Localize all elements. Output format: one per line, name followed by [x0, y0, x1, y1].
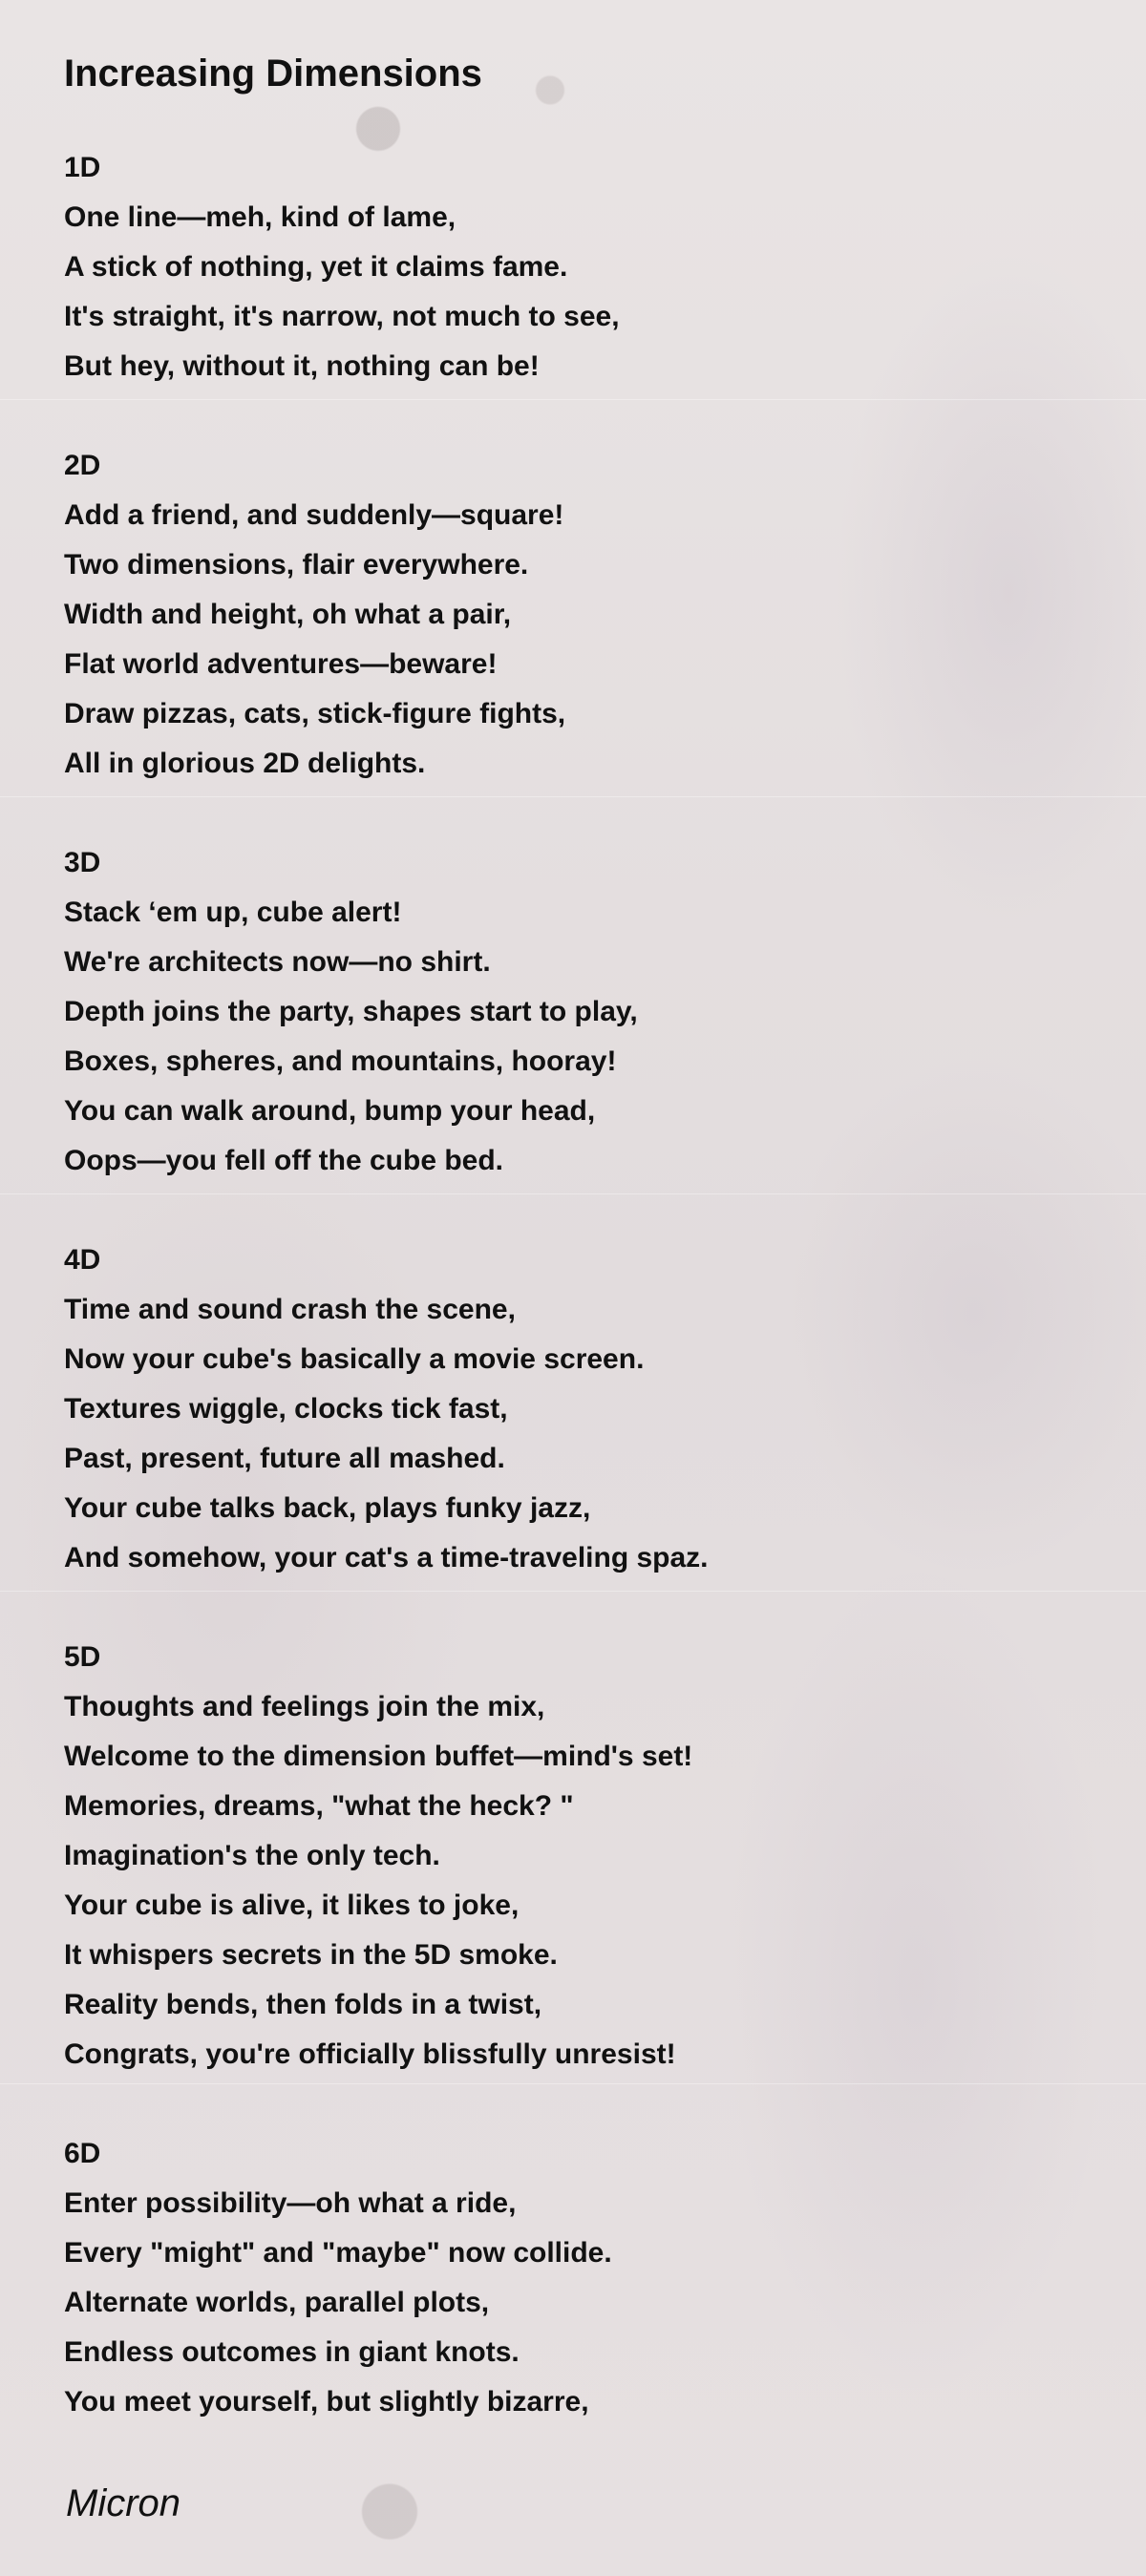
stanza: [64, 1633, 1114, 2080]
poem-line: Congrats, you're officially blissfully unresist!: [64, 2038, 676, 2070]
poem-line: Welcome to the dimension buffet—mind's set!: [64, 1741, 693, 1772]
poem-line: Memories, dreams, "what the heck? ": [64, 1790, 574, 1822]
poem-line: Depth joins the party, shapes start to play,: [64, 996, 638, 1027]
poem-line: Time and sound crash the scene,: [64, 1294, 516, 1325]
poem-author: Micron: [66, 2482, 181, 2524]
poem-line: And somehow, your cat's a time-traveling spaz.: [64, 1542, 709, 1573]
poem-line: Textures wiggle, clocks tick fast,: [64, 1393, 508, 1425]
poem-line: Reality bends, then folds in a twist,: [64, 1989, 542, 2020]
poem: [64, 46, 1114, 2477]
stanza: [64, 143, 1114, 391]
stanza: [64, 1235, 1114, 1583]
poem-line: Your cube is alive, it likes to joke,: [64, 1890, 520, 1921]
poem-line: A stick of nothing, yet it claims fame.: [64, 251, 568, 283]
poem-line: Every "might" and "maybe" now collide.: [64, 2237, 612, 2269]
poem-line: Alternate worlds, parallel plots,: [64, 2287, 490, 2318]
poem-line: Thoughts and feelings join the mix,: [64, 1691, 545, 1722]
stanza-heading: 3D: [64, 847, 101, 878]
poem-line: You meet yourself, but slightly bizarre,: [64, 2386, 589, 2418]
poem-line: Add a friend, and suddenly—square!: [64, 499, 564, 531]
poem-line: Two dimensions, flair everywhere.: [64, 549, 529, 581]
poem-line: Past, present, future all mashed.: [64, 1443, 505, 1474]
poem-line: But hey, without it, nothing can be!: [64, 350, 540, 382]
poem-line: Draw pizzas, cats, stick-figure fights,: [64, 698, 566, 729]
poem-body: [64, 143, 1114, 2427]
stanza-heading: 6D: [64, 2138, 101, 2169]
poem-line: We're architects now—no shirt.: [64, 946, 491, 978]
poem-line: Width and height, oh what a pair,: [64, 599, 512, 630]
stanza: [64, 838, 1114, 1186]
stanza: [64, 441, 1114, 789]
stanza: [64, 2129, 1114, 2427]
poem-line: Stack ‘em up, cube alert!: [64, 897, 402, 928]
poem-line: Now your cube's basically a movie screen.: [64, 1343, 645, 1375]
poem-line: Your cube talks back, plays funky jazz,: [64, 1492, 591, 1524]
stanza-heading: 1D: [64, 152, 101, 183]
poem-line: All in glorious 2D delights.: [64, 748, 426, 779]
poem-line: One line—meh, kind of lame,: [64, 201, 456, 233]
poem-line: It's straight, it's narrow, not much to see,: [64, 301, 620, 332]
poem-line: Oops—you fell off the cube bed.: [64, 1145, 504, 1176]
poem-line: Endless outcomes in giant knots.: [64, 2336, 520, 2368]
poem-line: Flat world adventures—beware!: [64, 648, 498, 680]
poem-line: It whispers secrets in the 5D smoke.: [64, 1939, 558, 1971]
poem-line: You can walk around, bump your head,: [64, 1095, 596, 1127]
poem-line: Imagination's the only tech.: [64, 1840, 440, 1871]
stanza-heading: 2D: [64, 450, 101, 481]
stanza-heading: 4D: [64, 1244, 101, 1276]
poem-line: Boxes, spheres, and mountains, hooray!: [64, 1045, 617, 1077]
stanza-heading: 5D: [64, 1641, 101, 1673]
poem-line: Enter possibility—oh what a ride,: [64, 2187, 517, 2219]
poem-title: Increasing Dimensions: [64, 53, 482, 95]
